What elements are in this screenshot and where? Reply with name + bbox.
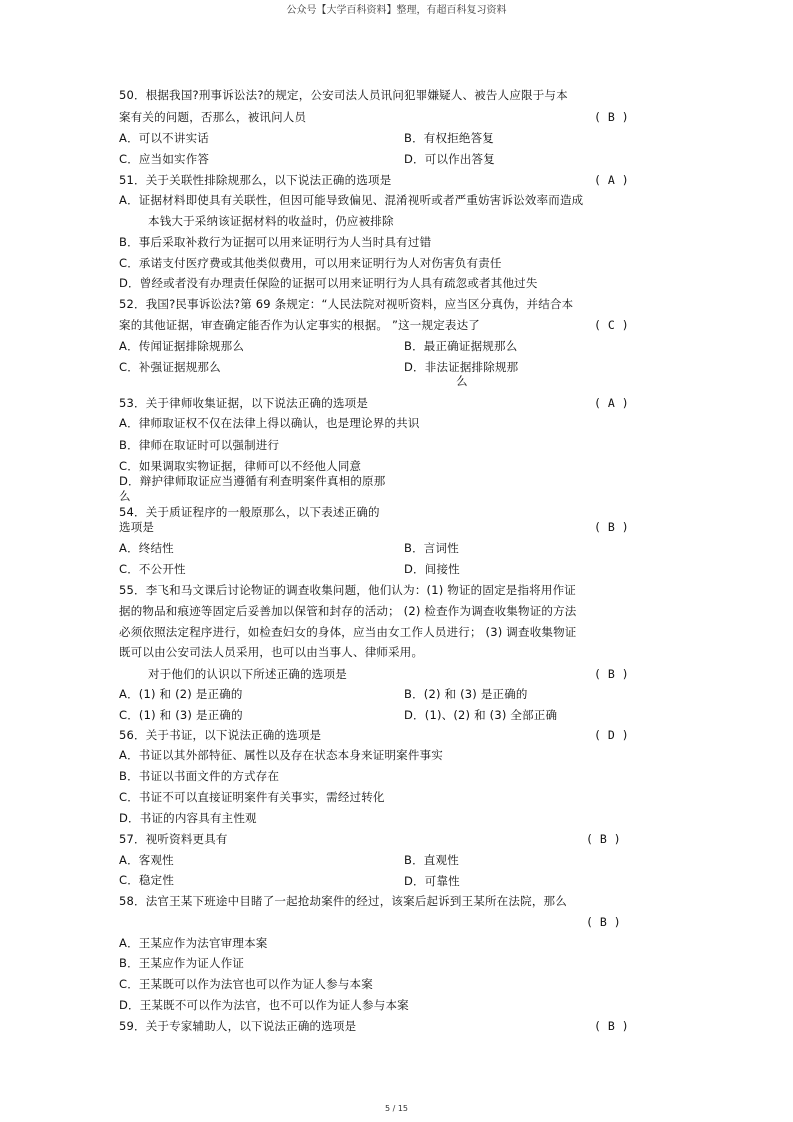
question-56-answer: ( D ) (594, 728, 629, 742)
question-59-answer: ( B ) (594, 1019, 629, 1033)
question-56-option-b: B．书证以书面文件的方式存在 (119, 769, 280, 783)
question-56-option-d: D．书证的内容具有主性观 (119, 811, 257, 825)
question-57-option-b: B．直观性 (404, 853, 459, 867)
question-55-option-b: B．(2) 和 (3) 是正确的 (404, 687, 528, 701)
question-55-stem-line3: 必须依照法定程序进行，如检查妇女的身体，应当由女工作人员进行； (3) 调查收集物证 (119, 625, 577, 639)
question-50-option-b: B．有权拒绝答复 (404, 131, 494, 145)
question-53-option-a: A．律师取证权不仅在法律上得以确认，也是理论界的共识 (119, 416, 420, 430)
question-54-option-b: B．言词性 (404, 541, 459, 555)
question-54-answer: ( B ) (594, 520, 629, 534)
question-58-option-b: B．王某应作为证人作证 (119, 956, 245, 970)
question-54-stem: 54．关于质证程序的一般原那么，以下表述正确的 (119, 505, 380, 519)
question-56-stem: 56．关于书证，以下说法正确的选项是 (119, 728, 322, 742)
question-51-option-c: C．承诺支付医疗费或其他类似费用，可以用来证明行为人对伤害负有责任 (119, 256, 502, 270)
question-58-option-a: A．王某应作为法官审理本案 (119, 936, 268, 950)
question-59-stem: 59．关于专家辅助人，以下说法正确的选项是 (119, 1019, 357, 1033)
question-53-stem: 53．关于律师收集证据，以下说法正确的选项是 (119, 396, 369, 410)
question-57-option-d: D．可靠性 (404, 874, 460, 888)
question-50-option-a: A．可以不讲实话 (119, 131, 209, 145)
question-53-option-b: B．律师在取证时可以强制进行 (119, 438, 280, 452)
question-54-option-d: D．间接性 (404, 562, 460, 576)
question-53-answer: ( A ) (594, 396, 629, 410)
question-57-option-c: C．稳定性 (119, 873, 175, 887)
question-55-prompt: 对于他们的认识以下所述正确的选项是 (148, 667, 347, 681)
question-51-option-d: D．曾经或者没有办理责任保险的证据可以用来证明行为人具有疏忽或者其他过失 (119, 276, 538, 290)
question-53-option-d-cont: 么 (119, 489, 131, 503)
question-57-stem: 57．视听资料更具有 (119, 832, 228, 846)
question-52-stem: 52．我国?民事诉讼法?第 69 条规定：“人民法院对视听资料，应当区分真伪，并结合本 (119, 297, 574, 311)
question-58-option-d: D．王某既不可以作为法官，也不可以作为证人参与本案 (119, 998, 409, 1012)
question-58-option-c: C．王某既可以作为法官也可以作为证人参与本案 (119, 977, 373, 991)
question-56-option-c: C．书证不可以直接证明案件有关事实，需经过转化 (119, 790, 385, 804)
question-52-option-d-cont: 么 (456, 374, 468, 388)
question-51-option-a-cont: 本钱大于采纳该证据材料的收益时，仍应被排除 (148, 214, 394, 228)
question-54-option-a: A．终结性 (119, 541, 174, 555)
question-52-answer: ( C ) (594, 318, 629, 332)
question-55-stem-line4: 既可以由公安司法人员采用，也可以由当事人、律师采用。 (119, 645, 424, 659)
question-51-stem: 51．关于关联性排除规那么，以下说法正确的选项是 (119, 173, 392, 187)
question-52-option-d: D．非法证据排除规那 (404, 360, 519, 374)
question-52-stem-cont: 案的其他证据，审查确定能否作为认定事实的根据。 ”这一规定表达了 (119, 318, 481, 332)
question-55-stem: 55．李飞和马文课后讨论物证的调查收集问题，他们认为：(1) 物证的固定是指将用作证 (119, 583, 576, 597)
question-55-option-c: C．(1) 和 (3) 是正确的 (119, 708, 243, 722)
question-50-stem: 50．根据我国?刑事诉讼法?的规定，公安司法人员讯问犯罪嫌疑人、被告人应限于与本 (119, 88, 568, 102)
question-55-stem-line2: 据的物品和痕迹等固定后妥善加以保管和封存的活动； (2) 检查作为调查收集物证的方法 (119, 604, 577, 618)
question-54-option-c: C．不公开性 (119, 562, 186, 576)
question-50-stem-cont: 案有关的问题，否那么，被讯问人员 (119, 110, 307, 124)
question-57-option-a: A．客观性 (119, 853, 174, 867)
question-50-answer: ( B ) (594, 110, 629, 124)
question-54-stem-cont: 选项是 (119, 520, 155, 534)
question-52-option-b: B．最正确证据规那么 (404, 339, 518, 353)
question-50-option-c: C．应当如实作答 (119, 152, 210, 166)
question-58-stem: 58．法官王某下班途中目睹了一起抢劫案件的经过，该案后起诉到王某所在法院，那么 (119, 894, 567, 908)
question-50-option-d: D．可以作出答复 (404, 152, 495, 166)
question-52-option-c: C．补强证据规那么 (119, 360, 221, 374)
question-51-option-b: B．事后采取补救行为证据可以用来证明行为人当时具有过错 (119, 235, 432, 249)
page-number: 5 / 15 (384, 1104, 409, 1113)
question-57-answer: ( B ) (586, 832, 621, 846)
question-53-option-c: C．如果调取实物证据，律师可以不经他人同意 (119, 459, 362, 473)
question-51-answer: ( A ) (594, 173, 629, 187)
question-58-answer: ( B ) (586, 915, 621, 929)
question-55-option-a: A．(1) 和 (2) 是正确的 (119, 687, 243, 701)
question-56-option-a: A．书证以其外部特征、属性以及存在状态本身来证明案件事实 (119, 748, 443, 762)
page-header: 公众号【大学百科资料】整理，有超百科复习资料 (286, 5, 507, 16)
question-53-option-d: D．辩护律师取证应当遵循有利查明案件真相的原那 (119, 474, 386, 488)
question-55-option-d: D．(1)、(2) 和 (3) 全部正确 (404, 708, 558, 722)
question-51-option-a: A．证据材料即使具有关联性，但因可能导致偏见、混淆视听或者严重妨害诉讼效率而造成 (119, 193, 584, 207)
question-55-answer: ( B ) (594, 667, 629, 681)
question-52-option-a: A．传闻证据排除规那么 (119, 339, 245, 353)
